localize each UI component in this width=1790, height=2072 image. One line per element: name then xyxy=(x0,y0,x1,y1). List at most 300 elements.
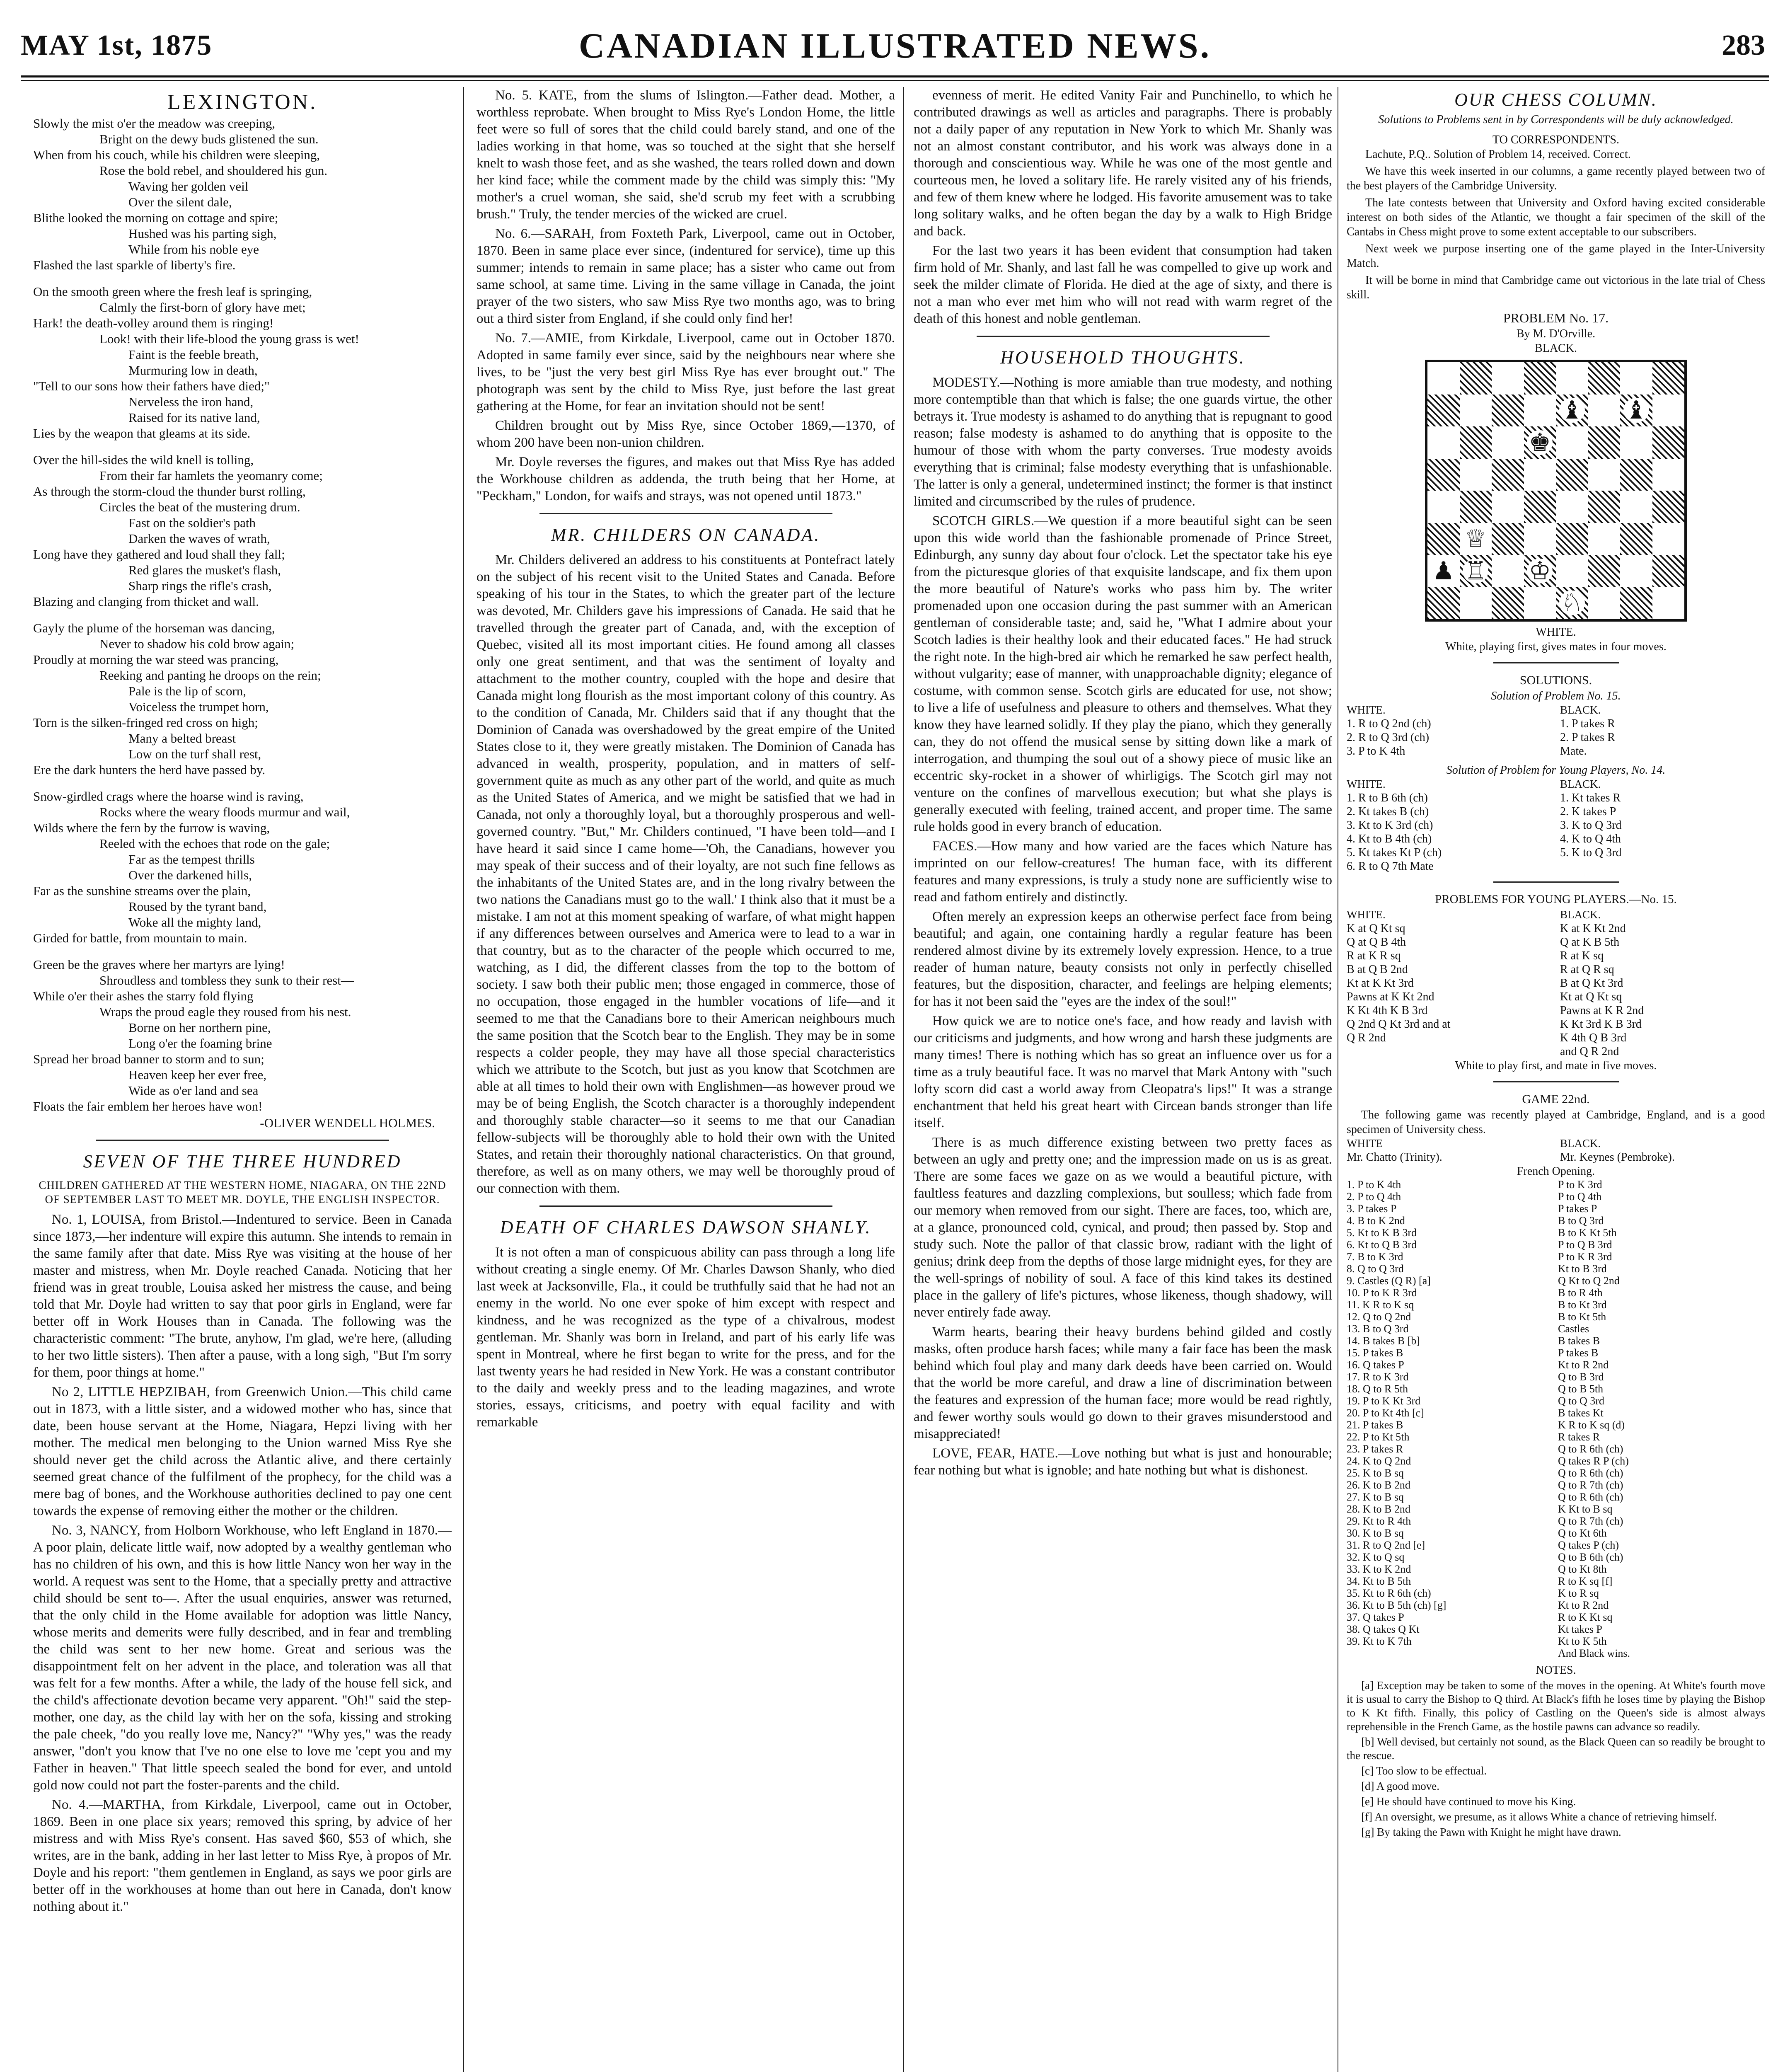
chess-notice: Solutions to Problems sent in by Correspondents will be duly acknowledged. xyxy=(1378,113,1734,126)
move-cell: K Kt 4th K B 3rd xyxy=(1347,1004,1428,1017)
move-cell: 21. P takes B xyxy=(1347,1419,1403,1431)
move-cell: Q to B 3rd xyxy=(1558,1371,1604,1383)
poem-line: Long o'er the foaming brine xyxy=(128,1036,272,1051)
board-label-black: BLACK. xyxy=(1535,342,1577,355)
move-cell: 37. Q takes P xyxy=(1347,1611,1404,1623)
column-2 xyxy=(477,87,895,2072)
solution15-header xyxy=(1347,703,1765,717)
board-square xyxy=(1524,523,1556,555)
move-cell: K R to K sq (d) xyxy=(1558,1419,1625,1431)
move-cell: 14. B takes B [b] xyxy=(1347,1335,1420,1347)
board-square xyxy=(1556,362,1588,395)
section-rule xyxy=(1493,881,1619,883)
move-cell: K Kt to B sq xyxy=(1558,1503,1613,1515)
poem-line: Ere the dark hunters the herd have passed by. xyxy=(33,762,266,777)
poem-line: While o'er their ashes the starry fold flying xyxy=(33,989,254,1003)
board-square xyxy=(1427,362,1460,395)
paragraph: MODESTY.—Nothing is more amiable than true modesty, and nothing more contemptible than that which is false; the one guards virtue, the other betrays it. True modesty is ashamed to do anything that is repugnant to good reason; false modesty is ashamed to do anything that is opposite to the humour of those with whom the party converses. True modesty avoids everything that is criminal; false modesty everything that is unfashionable. The latter is only a general, undetermined instinct; the former is that instinct limited and circumscribed by the rules of prudence. xyxy=(914,375,1332,509)
solution14-title: Solution of Problem for Young Players, No. 14. xyxy=(1446,764,1666,777)
poem-line: Flashed the last sparkle of liberty's fire. xyxy=(33,258,236,272)
board-square xyxy=(1460,395,1492,427)
move-cell: B to R 4th xyxy=(1558,1287,1603,1299)
move-cell: 2. P takes R xyxy=(1560,731,1615,744)
move-cell: Q to R 7th (ch) xyxy=(1558,1515,1623,1527)
move-cell: Q to Kt 8th xyxy=(1558,1563,1607,1575)
board-square xyxy=(1492,426,1524,459)
move-cell: R at K R sq xyxy=(1347,949,1401,962)
board-square xyxy=(1620,555,1652,587)
board-square xyxy=(1652,587,1685,620)
board-square xyxy=(1620,362,1652,395)
column-divider xyxy=(463,87,464,2072)
column-header: BLACK. xyxy=(1560,1137,1601,1150)
move-cell: Q takes R P (ch) xyxy=(1558,1455,1629,1467)
move-cell: B takes B xyxy=(1558,1335,1600,1347)
board-square xyxy=(1492,523,1524,555)
chess-piece-icon: ♕ xyxy=(1463,526,1488,551)
section-rule xyxy=(1493,1081,1619,1082)
section-rule xyxy=(96,1140,389,1141)
move-cell: 3. P to K 4th xyxy=(1347,745,1405,758)
board-square xyxy=(1652,459,1685,491)
correspondent-note: Lachute, P.Q.. Solution of Problem 14, received. Correct. xyxy=(1365,148,1631,161)
correspondent-note: It will be borne in mind that Cambridge came out victorious in the late trial of Chess skill. xyxy=(1347,274,1765,301)
move-cell: K Kt 3rd K B 3rd xyxy=(1560,1018,1642,1031)
move-cell: P to Q 4th xyxy=(1558,1191,1602,1203)
section-rule xyxy=(1493,662,1619,663)
poem-line: Faint is the feeble breath, xyxy=(128,347,259,362)
move-cell: Q takes P (ch) xyxy=(1558,1539,1619,1551)
chess-column-title: OUR CHESS COLUMN. xyxy=(1454,90,1657,110)
move-cell: P takes P xyxy=(1558,1203,1597,1215)
article-body-seven-cont xyxy=(477,87,895,505)
move-cell: Q 2nd Q Kt 3rd and at xyxy=(1347,1018,1451,1031)
move-cell xyxy=(1347,1045,1552,1058)
poem-line: Sharp rings the rifle's crash, xyxy=(128,579,272,593)
move-cell: 18. Q to R 5th xyxy=(1347,1383,1408,1395)
poem-line: Pale is the lip of scorn, xyxy=(128,684,247,698)
move-cell: And Black wins. xyxy=(1558,1647,1630,1659)
poem-line: Far as the tempest thrills xyxy=(128,852,255,867)
article-subtitle-seven: CHILDREN GATHERED AT THE WESTERN HOME, NIAGARA, ON THE 22ND OF SEPTEMBER LAST TO MEET MR. DOYLE, THE ENGLISH INSPECTOR. xyxy=(39,1179,446,1205)
move-cell: 5. Kt to K B 3rd xyxy=(1347,1227,1417,1239)
move-cell: 32. K to Q sq xyxy=(1347,1551,1405,1563)
board-square xyxy=(1492,459,1524,491)
paragraph: Children brought out by Miss Rye, since October 1869,—1370, of whom 200 have been non-union children. xyxy=(477,418,895,450)
solution14-header xyxy=(1347,777,1765,791)
move-cell: 1. P takes R xyxy=(1560,717,1615,730)
section-rule xyxy=(539,513,832,514)
chess-piece-icon: ♝ xyxy=(1623,398,1649,423)
move-cell: P takes B xyxy=(1558,1347,1599,1359)
move-cell: 5. Kt takes Kt P (ch) xyxy=(1347,846,1442,859)
correspondents-body xyxy=(1347,147,1765,302)
poem-line: Wilds where the fern by the furrow is waving, xyxy=(33,821,270,835)
game-note: [c] Too slow to be effectual. xyxy=(1361,1765,1487,1777)
poem-line: Rose the bold rebel, and shouldered his gun. xyxy=(99,163,328,178)
move-cell: Castles xyxy=(1558,1323,1589,1335)
poem-author: -OLIVER WENDELL HOLMES. xyxy=(260,1116,435,1130)
poem-line: On the smooth green where the fresh leaf is springing, xyxy=(33,284,312,299)
board-square xyxy=(1460,459,1492,491)
poem-line: Lies by the weapon that gleams at its side. xyxy=(33,426,251,441)
move-cell: 5. K to Q 3rd xyxy=(1560,846,1622,859)
chess-piece-icon: ♖ xyxy=(1463,559,1488,583)
board-square xyxy=(1460,362,1492,395)
issue-date: MAY 1st, 1875 xyxy=(21,29,213,61)
stanza-gap xyxy=(33,778,452,789)
article-title-seven: SEVEN OF THE THREE HUNDRED xyxy=(83,1151,402,1172)
column-header: WHITE. xyxy=(1347,778,1386,790)
move-cell: 4. K to Q 4th xyxy=(1560,833,1621,845)
game-header xyxy=(1347,1137,1765,1150)
poem-line: Hark! the death-volley around them is ringing! xyxy=(33,316,274,330)
board-square xyxy=(1427,426,1460,459)
young15-header xyxy=(1347,908,1765,922)
move-cell: 28. K to B 2nd xyxy=(1347,1503,1410,1515)
column-header: WHITE xyxy=(1347,1137,1383,1150)
poem-line: Murmuring low in death, xyxy=(128,363,258,378)
board-square xyxy=(1524,395,1556,427)
move-cell: Pawns at K R 2nd xyxy=(1560,1004,1644,1017)
board-square xyxy=(1652,555,1685,587)
move-cell: 4. Kt to B 4th (ch) xyxy=(1347,833,1432,845)
move-cell: B takes Kt xyxy=(1558,1407,1604,1419)
poem-line: Blazing and clanging from thicket and wall. xyxy=(33,594,259,609)
move-cell: 29. Kt to R 4th xyxy=(1347,1515,1411,1527)
board-square xyxy=(1460,491,1492,523)
poem-line: Roused by the tyrant band, xyxy=(128,899,267,914)
board-square xyxy=(1556,426,1588,459)
to-correspondents-heading: TO CORRESPONDENTS. xyxy=(1492,133,1619,146)
article-title-shanly: DEATH OF CHARLES DAWSON SHANLY. xyxy=(500,1217,872,1237)
board-square xyxy=(1588,587,1621,620)
poem-line: Over the silent dale, xyxy=(128,195,232,209)
young15-title: PROBLEMS FOR YOUNG PLAYERS.—No. 15. xyxy=(1435,893,1677,906)
move-cell: 12. Q to Q 2nd xyxy=(1347,1311,1411,1323)
move-cell: 30. K to B sq xyxy=(1347,1527,1404,1539)
move-cell: Pawns at K Kt 2nd xyxy=(1347,990,1434,1003)
move-cell: Q to Q 3rd xyxy=(1558,1395,1604,1407)
paragraph: evenness of merit. He edited Vanity Fair and Punchinello, to which he contributed drawings as well as articles and paragraphs. There is probably not a daily paper of any reputation in New York to which Mr. Shanly was not an almost constant contributor, and his work was always done in a thorough and conscientious way. While he was one of the most gentle and courteous men, he loved a solitary life. He rarely visited any of his friends, and few of them knew where he lodged. His favorite amusement was to take long solitary walks, and he often began the day by a walk to High Bridge and back. xyxy=(914,88,1332,239)
solutions-title: SOLUTIONS. xyxy=(1519,673,1592,687)
move-cell: B at Q B 2nd xyxy=(1347,963,1408,976)
game-moves xyxy=(1347,1179,1765,1659)
move-cell: 6. Kt to Q B 3rd xyxy=(1347,1239,1417,1251)
paragraph: It is not often a man of conspicuous ability can pass through a long life without creating a single enemy. Of Mr. Charles Dawson Shanly, who died last week at Jacksonville, Fla., it could be truthfully said that he had not an enemy in the world. No one ever spoke of him except with respect and kindness, and he was recognized as the type of a chivalrous, modest gentleman. Mr. Shanly was born in Ireland, and part of his early life was spent in Montreal, where he first began to write for the press, and for the last twenty years he had resided in New York. He was a constant contributor to the daily and weekly press and to the leading magazines, and wrote stories, essays, criticisms, and poetry with equal facility and with remarkable xyxy=(477,1245,895,1430)
board-square xyxy=(1620,587,1652,620)
move-cell: 3. K to Q 3rd xyxy=(1560,819,1622,832)
move-cell: R takes R xyxy=(1558,1431,1600,1443)
move-cell: 20. P to Kt 4th [c] xyxy=(1347,1407,1424,1419)
solution14-moves xyxy=(1347,791,1765,873)
poem-lexington xyxy=(33,116,452,1114)
move-cell: 4. B to K 2nd xyxy=(1347,1215,1405,1227)
article-body-seven xyxy=(33,1211,452,1915)
poem-line: Woke all the mighty land, xyxy=(128,915,261,929)
move-cell: 34. Kt to B 5th xyxy=(1347,1575,1411,1587)
board-square xyxy=(1524,459,1556,491)
board-square xyxy=(1620,491,1652,523)
poem-line: Floats the fair emblem her heroes have won! xyxy=(33,1099,263,1113)
correspondent-note: Next week we purpose inserting one of the game played in the Inter-University Match. xyxy=(1347,242,1765,270)
board-square xyxy=(1427,523,1460,555)
board-square xyxy=(1524,362,1556,395)
move-cell: Q at Q B 4th xyxy=(1347,936,1406,949)
poem-line: Circles the beat of the mustering drum. xyxy=(99,500,300,514)
paragraph: No. 3, NANCY, from Holborn Workhouse, who left England in 1870.—A poor plain, delicate little waif, now adopted by a wealthy gentleman who has no children of his own, and this is how little Nancy won her way in the world. A request was sent to the Home, that a specially pretty and attractive child should be sent to—. After the usual enquiries, answer was returned, that the only child in the Home available for adoption was little Nancy, whose merits and demerits were fully described, and in fear and trembling the child was sent to her new home. Great and serious was the disappointment felt on her advent in the place, and toleration was all that was felt for a few months. After a while, the lady of the house fell sick, and the child's affectionate devotion became very apparent. "Oh!" said the step-mother, one day, as the child lay with her on the sofa, kissing and stroking the pale cheek, "do you really love me, Nancy?" "Why yes," was the ready answer, "don't you know that I've no one else to love me 'cept you and my Father in heaven." That little speech sealed the bond for ever, and untold gold now could not part the foster-parents and the child. xyxy=(33,1523,452,1793)
move-cell: Kt to B 3rd xyxy=(1558,1263,1607,1275)
move-cell: 13. B to Q 3rd xyxy=(1347,1323,1409,1335)
move-cell: 1. P to K 4th xyxy=(1347,1179,1401,1191)
poem-line: "Tell to our sons how their fathers have died;" xyxy=(33,379,270,393)
board-caption: White, playing first, gives mates in four moves. xyxy=(1445,640,1667,653)
board-square xyxy=(1556,395,1588,427)
solution15-moves xyxy=(1347,717,1765,758)
move-cell: Q to R 7th (ch) xyxy=(1558,1479,1623,1491)
poem-line: Torn is the silken-fringed red cross on high; xyxy=(33,715,258,730)
board-square xyxy=(1427,587,1460,620)
poem-line: Snow-girdled crags where the hoarse wind is raving, xyxy=(33,789,304,804)
chess-piece-icon: ♝ xyxy=(1559,398,1585,423)
move-cell: 16. Q takes P xyxy=(1347,1359,1404,1371)
column-header: BLACK. xyxy=(1560,908,1601,921)
poem-line: Many a belted breast xyxy=(128,731,236,746)
poem-line: Raised for its native land, xyxy=(128,410,260,425)
game-note: [g] By taking the Pawn with Knight he might have drawn. xyxy=(1361,1826,1621,1838)
board-square xyxy=(1492,587,1524,620)
move-cell: Q to B 5th xyxy=(1558,1383,1604,1395)
move-cell: P to Q B 3rd xyxy=(1558,1239,1612,1251)
board-square xyxy=(1588,395,1621,427)
solution15-title: Solution of Problem No. 15. xyxy=(1491,690,1621,702)
move-cell: 17. R to K 3rd xyxy=(1347,1371,1409,1383)
poem-line: Look! with their life-blood the young grass is wet! xyxy=(99,332,359,346)
article-body-childers xyxy=(477,552,895,1197)
stanza-gap xyxy=(33,273,452,284)
move-cell: 36. Kt to B 5th (ch) [g] xyxy=(1347,1599,1447,1611)
board-square xyxy=(1588,459,1621,491)
stanza-gap xyxy=(33,610,452,620)
move-cell: 22. P to Kt 5th xyxy=(1347,1431,1410,1443)
move-cell: 2. K takes P xyxy=(1560,805,1616,818)
move-cell: B at Q Kt 3rd xyxy=(1560,977,1623,990)
board-square xyxy=(1524,491,1556,523)
board-square xyxy=(1556,491,1588,523)
poem-line: Gayly the plume of the horseman was dancing, xyxy=(33,621,275,635)
board-square xyxy=(1460,426,1492,459)
poem-line: Hushed was his parting sigh, xyxy=(128,226,277,241)
game-opening: French Opening. xyxy=(1517,1165,1595,1178)
game-note: [f] An oversight, we presume, as it allows White a chance of retrieving himself. xyxy=(1361,1811,1717,1823)
board-square xyxy=(1652,491,1685,523)
board-square xyxy=(1620,523,1652,555)
poem-title: LEXINGTON. xyxy=(167,90,318,114)
move-cell: 1. Kt takes R xyxy=(1560,792,1621,804)
move-cell: 35. Kt to R 6th (ch) xyxy=(1347,1587,1431,1599)
game-note: [a] Exception may be taken to some of the moves in the opening. At White's fourth move it is usual to carry the Bishop to Q third. At Black's fifth he loses time by playing the Bishop to K Kt fifth. Finally, this policy of Castling on the Queen's side is almost always reprehensible in the French Game, as the hostile pawns can advance so readily. xyxy=(1347,1679,1765,1733)
paragraph: FACES.—How many and how varied are the faces which Nature has imprinted on our fellow-creatures! The human face, with its different features and many expressions, is truly a study none are sufficiently wise to read and fathom entirely and distinctly. xyxy=(914,839,1332,905)
move-cell: 1. R to Q 2nd (ch) xyxy=(1347,717,1431,730)
game-note: [e] He should have continued to move his King. xyxy=(1361,1795,1576,1808)
poem-line: While from his noble eye xyxy=(128,242,259,257)
column-divider xyxy=(903,87,904,2072)
move-cell: 26. K to B 2nd xyxy=(1347,1479,1410,1491)
column-3 xyxy=(914,87,1332,2072)
poem-line: Long have they gathered and loud shall they fall; xyxy=(33,547,285,562)
move-cell: 8. Q to Q 3rd xyxy=(1347,1263,1404,1275)
move-cell: 2. R to Q 3rd (ch) xyxy=(1347,731,1430,744)
game-title: GAME 22nd. xyxy=(1522,1092,1590,1106)
board-square xyxy=(1492,395,1524,427)
notes-title: NOTES. xyxy=(1536,1664,1576,1677)
move-cell: Q Kt to Q 2nd xyxy=(1558,1275,1620,1287)
move-cell: 39. Kt to K 7th xyxy=(1347,1635,1412,1647)
poem-line: Bright on the dewy buds glistened the sun. xyxy=(99,132,319,146)
move-cell: Q to R 6th (ch) xyxy=(1558,1491,1623,1503)
poem-line: Heaven keep her ever free, xyxy=(128,1067,267,1082)
chess-piece-icon: ♘ xyxy=(1559,591,1585,615)
article-title-childers: MR. CHILDERS ON CANADA. xyxy=(551,525,821,545)
board-square xyxy=(1427,491,1460,523)
move-cell: 9. Castles (Q R) [a] xyxy=(1347,1275,1431,1287)
move-cell: 38. Q takes Q Kt xyxy=(1347,1623,1420,1635)
move-cell: P to K 3rd xyxy=(1558,1179,1602,1191)
article-title-household: HOUSEHOLD THOUGHTS. xyxy=(1000,347,1246,368)
board-square xyxy=(1556,523,1588,555)
move-cell: 2. P to Q 4th xyxy=(1347,1191,1401,1203)
move-cell: P to K R 3rd xyxy=(1558,1251,1612,1263)
game-notes xyxy=(1347,1679,1765,1839)
move-cell: Kt to K 5th xyxy=(1558,1635,1607,1647)
paragraph: Often merely an expression keeps an otherwise perfect face from being beautiful; and again, one containing hardly a regular feature has been rendered almost divine by its extremely lovely expression. Hence, to a true reader of human nature, beauty consists not only in perfectly chiselled features, but the disposition, character, and feelings are helping elements; for has it not been said the "eyes are the index of the soul!" xyxy=(914,909,1332,1009)
poem-line: Far as the sunshine streams over the plain, xyxy=(33,884,251,898)
poem-line: Low on the turf shall rest, xyxy=(128,747,261,761)
poem-line: Waving her golden veil xyxy=(128,179,249,194)
stanza-gap xyxy=(33,441,452,452)
section-rule xyxy=(539,1205,832,1207)
article-body-shanly xyxy=(477,1244,895,1431)
section-rule xyxy=(977,336,1270,337)
column-header: BLACK. xyxy=(1560,778,1601,790)
poem-line: Spread her broad banner to storm and to sun; xyxy=(33,1052,264,1066)
move-cell: 25. K to B sq xyxy=(1347,1467,1404,1479)
board-square xyxy=(1524,426,1556,459)
move-cell: 1. R to B 6th (ch) xyxy=(1347,792,1428,804)
masthead: CANADIAN ILLUSTRATED NEWS. xyxy=(578,26,1212,65)
poem-line: Proudly at morning the war steed was prancing, xyxy=(33,652,279,667)
move-cell: 24. K to Q 2nd xyxy=(1347,1455,1411,1467)
column-header: Mr. Keynes (Pembroke). xyxy=(1560,1151,1675,1164)
board-square xyxy=(1620,459,1652,491)
board-square xyxy=(1588,362,1621,395)
chess-piece-icon: ♚ xyxy=(1527,430,1553,455)
poem-line: Never to shadow his cold brow again; xyxy=(99,637,295,651)
move-cell: 3. Kt to K 3rd (ch) xyxy=(1347,819,1433,832)
page-number: 283 xyxy=(1722,29,1765,61)
paragraph: No. 6.—SARAH, from Foxteth Park, Liverpool, came out in October, 1870. Been in same place ever since, (indentured for service), time up this summer; intends to remain in same place; has a sister who came out from same school, at same time. Living in the same village in Canada, the joint prayer of the two sisters, who saw Miss Rye two months ago, was to bring out a third sister from England, if she could only find her! xyxy=(477,226,895,326)
board-square xyxy=(1652,362,1685,395)
move-cell: Kt to R 2nd xyxy=(1558,1599,1609,1611)
board-label-white: WHITE. xyxy=(1536,626,1576,639)
board-square xyxy=(1588,523,1621,555)
poem-line: Wide as o'er land and sea xyxy=(128,1083,259,1098)
board-square xyxy=(1620,395,1652,427)
young15-position xyxy=(1347,922,1765,1058)
move-cell: K at K Kt 2nd xyxy=(1560,922,1626,935)
poem-line: Calmly the first-born of glory have met; xyxy=(99,300,306,315)
page-header xyxy=(21,25,1769,70)
board-square xyxy=(1524,555,1556,587)
poem-line: Reeking and panting he droops on the rein; xyxy=(99,668,321,683)
move-cell: K 4th Q B 3rd xyxy=(1560,1031,1627,1044)
poem-line: Nerveless the iron hand, xyxy=(128,395,254,409)
column-header: Mr. Chatto (Trinity). xyxy=(1347,1151,1442,1164)
column-header: WHITE. xyxy=(1347,908,1386,921)
move-cell: Mate. xyxy=(1560,745,1587,758)
article-body-shanly-cont xyxy=(914,87,1332,327)
board-square xyxy=(1588,555,1621,587)
board-square xyxy=(1588,426,1621,459)
move-cell: 7. B to K 3rd xyxy=(1347,1251,1403,1263)
move-cell: K to R sq xyxy=(1558,1587,1599,1599)
move-cell: B to K Kt 5th xyxy=(1558,1227,1617,1239)
poem-line: Shroudless and tombless they sunk to their rest— xyxy=(99,973,354,988)
poem-line: Reeled with the echoes that rode on the gale; xyxy=(99,836,330,851)
young15-caption: White to play first, and mate in five moves. xyxy=(1455,1059,1657,1072)
poem-line: Red glares the musket's flash, xyxy=(128,563,281,577)
paragraph: Warm hearts, bearing their heavy burdens behind gilded and costly masks, often produce harsh faces; while many a fair face has been the mask behind which foul play and many dark deeds have been carried on. Would that the world be more careful, and draw a line of discrimination between the features and expression of the human face; more would be read rightly, and fewer worthy souls would go down to their graves misunderstood and misappreciated! xyxy=(914,1324,1332,1441)
board-square xyxy=(1460,555,1492,587)
paragraph: Mr. Doyle reverses the figures, and makes out that Miss Rye has added the Workhouse children as addenda, the truth being that her Home, at "Peckham," London, for waifs and strays, was not opened until 1873." xyxy=(477,455,895,503)
problem-title: PROBLEM No. 17. xyxy=(1503,310,1609,325)
game-players xyxy=(1347,1150,1765,1164)
move-cell: R to K Kt sq xyxy=(1558,1611,1613,1623)
column-header: BLACK. xyxy=(1560,704,1601,716)
poem-line: Fast on the soldier's path xyxy=(128,516,256,530)
correspondent-note: We have this week inserted in our columns, a game recently played between two of the best players of the Cambridge University. xyxy=(1347,165,1765,192)
move-cell: 19. P to K Kt 3rd xyxy=(1347,1395,1421,1407)
board-square xyxy=(1427,555,1460,587)
board-square xyxy=(1492,362,1524,395)
paragraph: SCOTCH GIRLS.—We question if a more beautiful sight can be seen upon this wide world than the fashionable promenade of Prince Street, Edinburgh, any sunny day about four o'clock. Let the spectator take his eye from the picturesque glories of that exquisite landscape, and fix them upon the more beautiful of Nature's works who pass him by. The writer promenaded upon one occasion during the past summer with an American gentleman of considerable taste; and, said he, "What I admire about your Scotch ladies is their healthy look and their educated faces." He had struck the right note. In the high-bred air which he remarked he saw perfect health, without vulgarity; ease of manner, with unapproachable dignity; elegance of costume, with common sense. Scotch girls are educated for use, not show; to live a life of usefulness and pleasure to others and themselves. What they know they have learned solidly. If they play the piano, which they generally can, they do not offend the musical sense by sitting down like a mark of interrogation, and thumping the soul out of a showy piece of music like an eccentric sky-rocket in a shower of whirligigs. The Scotch girl may not venture on the confines of marvellous execution; but what she plays is generally executed with feeling, trained accent, and proper time. The same rule holds good in every branch of education. xyxy=(914,513,1332,834)
board-square xyxy=(1492,555,1524,587)
move-cell: Kt at K Kt 3rd xyxy=(1347,977,1414,990)
move-cell: Q R 2nd xyxy=(1347,1031,1386,1044)
board-square xyxy=(1652,426,1685,459)
move-cell: 2. Kt takes B (ch) xyxy=(1347,805,1429,818)
board-square xyxy=(1588,491,1621,523)
board-square xyxy=(1460,587,1492,620)
article-body-household xyxy=(914,374,1332,1479)
move-cell: 15. P takes B xyxy=(1347,1347,1403,1359)
column-header: WHITE. xyxy=(1347,704,1386,716)
poem-line: As through the storm-cloud the thunder burst rolling, xyxy=(33,484,306,499)
move-cell: 6. R to Q 7th Mate xyxy=(1347,860,1434,873)
move-cell: Q at K B 5th xyxy=(1560,936,1620,949)
poem-line: Green be the graves where her martyrs are lying! xyxy=(33,957,285,972)
paragraph: How quick we are to notice one's face, and how ready and lavish with our criticisms and judgments, and how wrong and harsh these judgments are many times! There is nothing which has so great an influence over us for a time as a truly beautiful face. It was no marvel that Mark Antony with "such lofty scorn did cast a world away from Cleopatra's lips!" It was a strange enchantment that held his great heart with Circean bands stronger than life itself. xyxy=(914,1014,1332,1130)
paragraph: Mr. Childers delivered an address to his constituents at Pontefract lately on the subject of his recent visit to the United States and Canada. Before speaking of his tour in the States, to which the greater part of the lecture was devoted, Mr. Childers gave his impressions of Canada. He said that he travelled through the greater part of Canada, and, with the exception of Quebec, visited all its most important cities. He found among all classes only one great sentiment, and that was the sentiment of loyalty and attachment to the mother country, coupled with the hope and desire that Canada might long flourish as the most important colony of this country. As to the condition of Canada, Mr. Childers said that if any thought that the Dominion of Canada was overshadowed by the great empire of the United States close to it, they were greatly mistaken. The Dominion of Canada has advanced in wealth, prosperity, population, and in matters of self-government quite as much as any other part of the world, and quite as much as the United States of America, and we might be satisfied that we had in Canada, not only a thoroughly loyal, but a thoroughly prosperous and well-governed country. "But," Mr. Childers continued, "I have been told—and I have heard it said since I came home—'Oh, the Canadians, however you may speak of their success and of their loyalty, are not such fine fellows as the inhabitants of the United States are, and in the long rivalry between the two nations the Canadians must go to the wall.' I think also that it must be a mistake. I am not at this moment speaking of warfare, of what might happen if any differences between ourselves and America were to lead to a war in that country, but as to the character of the people which occurred to me, watching, as I did, the different classes from the top to the bottom of society. I saw both their public men; those engaged in commerce, those of no occupation, those engaged in the humbler vocations of life—and it seemed to me that the Canadians bore to their American neighbours much the same position that the Scotch bear to the English. They may be in some respects a colder people, they may have all those special characteristics which we attribute to the Scotch, but just as you know that Scotchmen are able at all times to hold their own with Englishmen—as however proud we may be of being English, the Scotch character is a thoroughly independent and thoroughly stable character—so it seems to me that our Canadian fellow-subjects will be thoroughly able to hold their own with the United States, and retain their thoroughly national characteristics. On that ground, therefore, as well as on many others, we may well be thoroughly proud of our connection with them. xyxy=(477,552,895,1196)
poem-line: Darken the waves of wrath, xyxy=(128,531,270,546)
board-square xyxy=(1492,491,1524,523)
move-cell: 3. P takes P xyxy=(1347,1203,1397,1215)
chess-board xyxy=(1425,360,1687,622)
move-cell: R at Q R sq xyxy=(1560,963,1614,976)
paragraph: No. 1, LOUISA, from Bristol.—Indentured to service. Been in Canada since 1873,—her indenture will expire this autumn. She intends to remain in the same family after that date. Miss Rye was visiting at the house of her master and mistress, when Mr. Doyle reached Canada. Noticing that her friend was in great trouble, Louisa asked her mistress the cause, and being told that Mr. Doyle had written to say that poor girls in England, were far better off in Work Houses than in Canada. The following was the characteristic comment: "The brute, anyhow, I'm glad, we're here, (alluding to her two little sisters). Then after a pause, with a long sigh, "But I'm sorry for them, poor things at home." xyxy=(33,1212,452,1380)
paragraph: LOVE, FEAR, HATE.—Love nothing but what is just and honourable; fear nothing but what is ignoble; and hate nothing but what is dishonest. xyxy=(914,1446,1332,1478)
poem-line: Wraps the proud eagle they roused from his nest. xyxy=(99,1005,351,1019)
